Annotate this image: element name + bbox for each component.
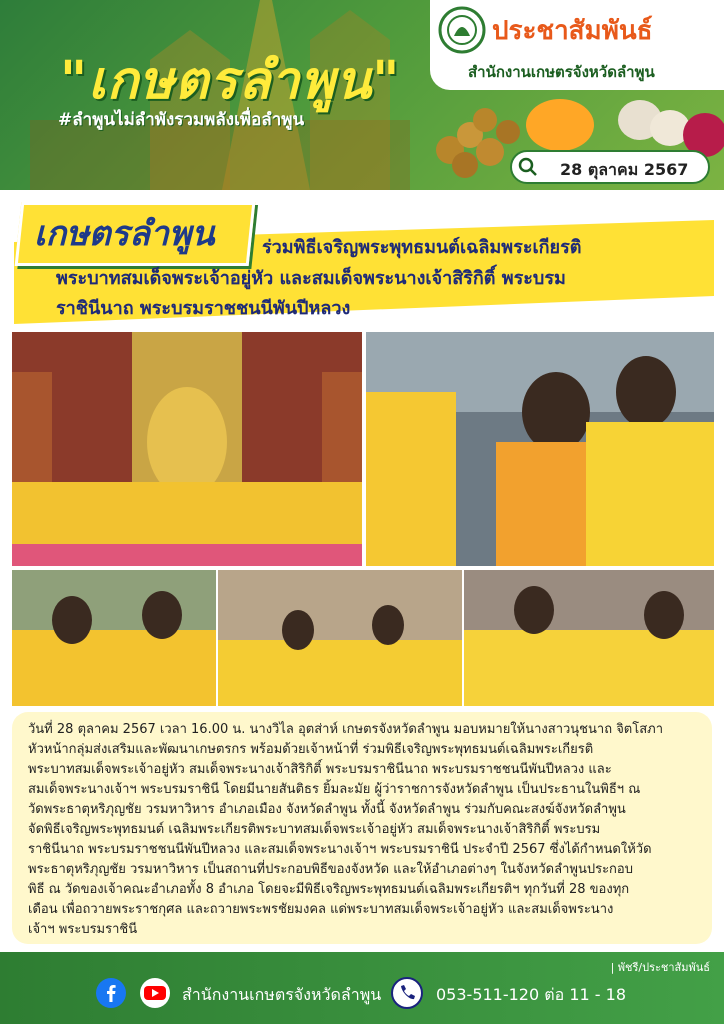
body-line: หัวหน้ากลุ่มส่งเสริมและพัฒนาเกษตรกร พร้อมด้วยเจ้าหน้าที่ ร่วมพิธีเจริญพระพุทธมนต์เฉลิมพระเกียรติ	[28, 742, 594, 757]
footer-phone-number[interactable]: 053-511-120 ต่อ 11 - 18	[436, 985, 626, 1004]
body-line: สมเด็จพระนางเจ้าฯ พระบรมราชินี โดยมีนายสันติธร ยิ้มละมัย ผู้ว่าราชการจังหวัดลำพูน เป็นประธานในพิธีฯ ณ	[28, 782, 641, 797]
body-line: เดือน เพื่อถวายพระราชกุศล และถวายพระพรชัยมงคล แด่พระบาทสมเด็จพระเจ้าอยู่หัว และสมเด็จพระนาง	[28, 902, 614, 917]
footer-office-name: สำนักงานเกษตรจังหวัดลำพูน	[182, 985, 382, 1004]
headline-line-3: ราชินีนาถ พระบรมราชชนนีพันปีหลวง	[56, 298, 351, 319]
tagline: #ลำพูนไม่ลำพังรวมพลังเพื่อลำพูน	[58, 110, 305, 130]
youtube-icon[interactable]	[138, 978, 172, 1008]
department-seal-icon	[438, 6, 486, 54]
search-icon	[518, 157, 538, 177]
article-body	[12, 712, 712, 944]
photo-group-ceremony	[12, 332, 362, 566]
body-line: พระบาทสมเด็จพระเจ้าอยู่หัว สมเด็จพระนางเจ้าสิริกิติ์ พระบรมราชินีนาถ พระบรมราชชนนีพันปีหลวง และ	[28, 762, 612, 777]
photo-officials-seated-left	[12, 570, 216, 706]
body-line: วัดพระธาตุหริภุญชัย วรมหาวิหาร อำเภอเมือง จังหวัดลำพูน ทั้งนี้ จังหวัดลำพูน ร่วมกับคณะสงฆ์จังหวัดลำพูน	[28, 802, 626, 817]
body-line: จัดพิธีเจริญพระพุทธมนต์ เฉลิมพระเกียรติพระบาทสมเด็จพระเจ้าอยู่หัว สมเด็จพระนางเจ้าสิริกิติ์ พระบรม	[28, 822, 601, 837]
headline-line-2: พระบาทสมเด็จพระเจ้าอยู่หัว และสมเด็จพระนางเจ้าสิริกิติ์ พระบรม	[56, 268, 566, 289]
body-line: พิธี ณ วัดของเจ้าคณะอำเภอทั้ง 8 อำเภอ โดยจะมีพิธีเจริญพระพุทธมนต์เฉลิมพระเกียรติฯ ทุกวันที่ 28 ของทุก	[28, 882, 630, 897]
post-date: 28 ตุลาคม 2567	[560, 160, 689, 179]
body-line: วันที่ 28 ตุลาคม 2567 เวลา 16.00 น. นางวิไล อุตส่าห์ เกษตรจังหวัดลำพูน มอบหมายให้นางสาวนุชนาถ จิตโสภา	[28, 722, 664, 737]
photo-credit: | พัชรี/ประชาสัมพันธ์	[610, 961, 710, 974]
photo-officials-praying	[366, 332, 714, 566]
brand-title: "เกษตรลำพูน"	[60, 50, 401, 111]
photo-officials-seated-center	[218, 570, 462, 706]
pr-label-box	[430, 0, 724, 90]
date-pill	[510, 150, 710, 184]
headline-line-1: ร่วมพิธีเจริญพระพุทธมนต์เฉลิมพระเกียรติ	[262, 237, 582, 258]
pr-office-name: สำนักงานเกษตรจังหวัดลำพูน	[468, 63, 655, 81]
pr-title: ประชาสัมพันธ์	[492, 16, 653, 46]
body-line: ราชินีนาถ พระบรมราชชนนีพันปีหลวง และสมเด็จพระนางเจ้าฯ พระบรมราชินี ประจำปี 2567 ซึ่งได้กำหนดให้วัด	[28, 842, 652, 857]
body-line: พระธาตุหริภุญชัย วรมหาวิหาร เป็นสถานที่ประกอบพิธีของจังหวัด และให้อำเภอต่างๆ ในจังหวัดลำพูนประกอบ	[28, 862, 633, 877]
phone-icon	[390, 976, 424, 1010]
photo-officials-seated-right	[464, 570, 714, 706]
body-line: เจ้าฯ พระบรมราชินี	[28, 922, 138, 937]
facebook-icon[interactable]	[96, 978, 126, 1008]
headline-tag: เกษตรลำพูน	[34, 214, 215, 254]
